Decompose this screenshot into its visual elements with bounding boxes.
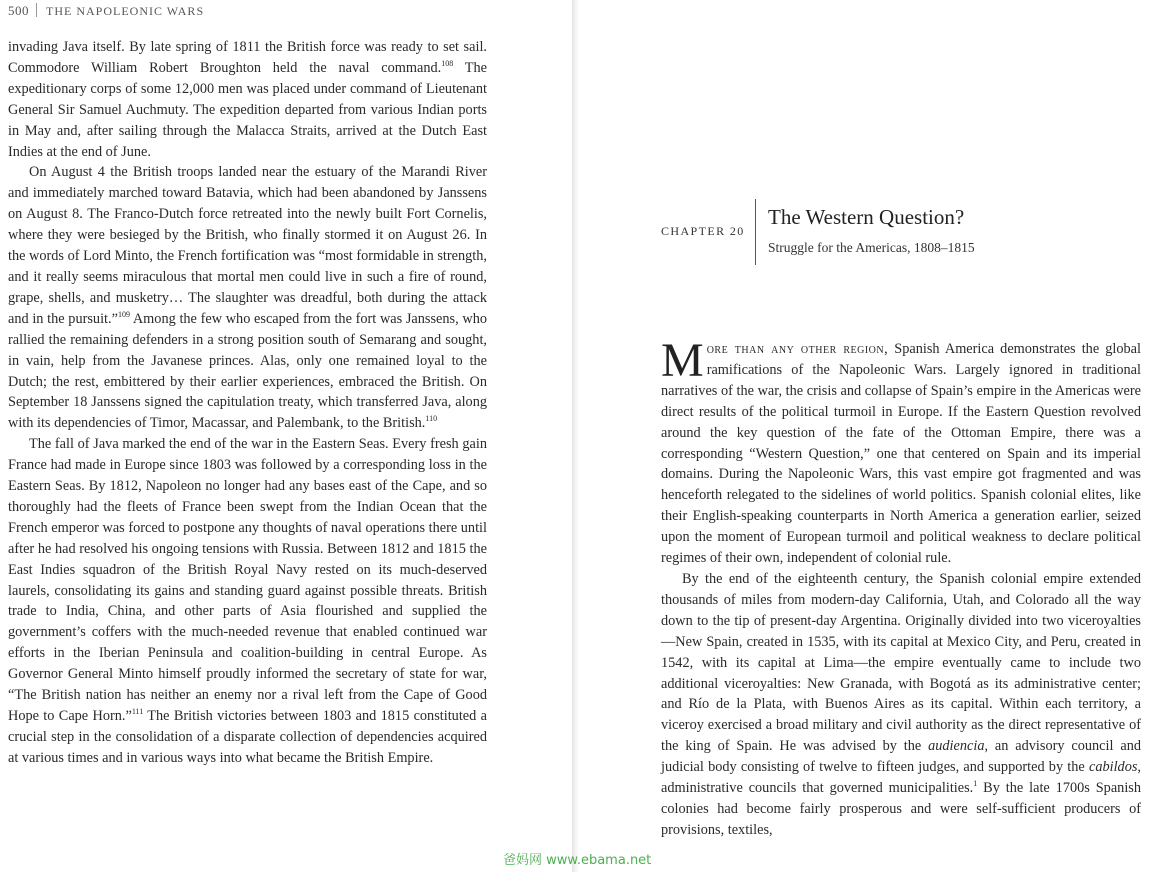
left-page (0, 0, 572, 872)
left-body-text (8, 37, 487, 769)
page-number: 500 (8, 3, 29, 18)
body-paragraph (661, 569, 1141, 841)
footnote-ref: 111 (131, 707, 144, 716)
italic-term: audiencia (928, 738, 985, 755)
right-body-text (661, 334, 1142, 841)
footnote-ref: 109 (117, 309, 130, 319)
footnote-ref: 110 (425, 414, 438, 424)
text-run: Spanish America demonstrates the global ramifications of the Napoleonic Wars. Largely ignored in traditional narratives of the war, the crisis and collapse of Spain’s empire in the Americas were direct results of the political turmoil in Europe. If the Eastern Question revolved around the key question of the fate of the Ottoman Empire, there was a corresponding “Western Question,” one that centered on Spain and its imperial domains. During the Napoleonic Wars, this vast empire got fragmented and was henceforth relegated to the sidelines of world politics. Spanish colonial elites, like their English-speaking counterparts in North America a generation earlier, seized upon the moment of European turmoil and political weakness to declare political regimes of their own, independent of colonial rule. (661, 341, 1141, 567)
lead-in-smallcaps: ore than any other region, (706, 341, 889, 357)
opening-paragraph-text (661, 334, 1141, 567)
text-run: The expeditionary corps of some 12,000 men was placed under command of Lieutenant General Sir Samuel Auchmuty. The expedition departed from various Indian ports in May and, after sailing through the Malacca Straits, arrived at the Dutch East Indies at the end of June. (8, 59, 487, 160)
text-run: Among the few who escaped from the fort was Janssens, who rallied the remaining defenders in a strong position south of Semarang and sought, in vain, help from the Javanese princes. Alas, only one remained loyal to the Dutch; the rest, embittered by their earlier experiences, embraced the British. On September 18 Janssens signed the capitulation treaty, which transferred Java, along with its dependencies of Timor, Macassar, and Palembank, to the British. (8, 310, 487, 432)
text-run: , administrative councils that governed municipalities. (661, 759, 1141, 797)
chapter-heading (661, 199, 1141, 265)
text-run: invading Java itself. By late spring of 1811 the British force was ready to set sail. Commodore William Robert Broughton held the naval command. (8, 39, 487, 76)
body-paragraph (8, 434, 487, 769)
chapter-label: CHAPTER 20 (661, 224, 745, 238)
text-run: On August 4 the British troops landed near the estuary of the Marandi River and immediately marched toward Batavia, which had been abandoned by Janssens on August 8. The Franco-Dutch force retreated into the newly built Fort Cornelis, where they were besieged by the British, who finally stormed it on August 26. In the words of Lord Minto, the French fortification was “most formidable in strength, and it really seems miraculous that mortal men could live in such a fire of round, grape, shells, and musketry… The slaughter was dreadful, both during the attack and in the pursuit.” (8, 164, 487, 327)
text-run: The British victories between 1803 and 1815 constituted a crucial step in the consolidation of a disparate collection of dependencies acquired at various times and in various ways into what became the British Empire. (8, 708, 487, 766)
body-paragraph (8, 162, 487, 434)
chapter-title: The Western Question? (768, 205, 965, 229)
text-run: , an advisory council and judicial body consisting of twelve to fifteen judges, and supported by the (661, 738, 1141, 776)
footnote-ref: 108 (441, 58, 454, 68)
watermark: 爸妈网 www.ebama.net (503, 853, 652, 868)
body-paragraph (8, 37, 487, 162)
opening-paragraph (661, 334, 1141, 569)
text-run: The fall of Java marked the end of the war in the Eastern Seas. Every fresh gain France had made in Europe since 1803 was followed by a corresponding loss in the Eastern Seas. By 1812, Napoleon no longer had any bases east of the Cape, and so thoroughly had the fleets of France been swept from the Indian Ocean that the French emperor was forced to postpone any thoughts of naval operations there until after he had resolved his ongoing tensions with Russia. Between 1812 and 1815 the East Indies squadron of the British Royal Navy rested on its much-deserved laurels, consolidating its gains and standing guard against possible threats. British trade to India, China, and other parts of Asia flourished and supplied the government’s coffers with the much-needed revenue that enabled continued war efforts in the Iberian Peninsula and coalition-building in central Europe. As Governor General Minto himself proudly informed the secretary of state for war, “The British nation has neither an enemy nor a rival left from the Cape of Good Hope to Cape Horn.” (8, 436, 487, 724)
italic-term: cabildos (1088, 759, 1138, 776)
drop-cap: M (661, 334, 704, 387)
right-page (578, 0, 1152, 872)
chapter-divider (755, 199, 756, 265)
running-head-divider (36, 3, 37, 17)
text-run: By the late 1700s Spanish colonies had become fairly prosperous and were self-sufficient producers of provisions, textiles, (661, 780, 1142, 838)
text-run: By the end of the eighteenth century, the Spanish colonial empire extended thousands of miles from modern-day California, Utah, and Colorado all the way down to the tip of present-day Argentina. Originally divided into two viceroyalties—New Spain, created in 1535, with its capital at Mexico City, and Peru, created in 1542, with its capital at Lima—the empire eventually came to include two additional viceroyalties: New Granada, with Bogotá as its administrative center; and Río de la Plata, with Buenos Aires as its capital. Within each territory, a viceroy exercised a broad military and civil authority as the direct representative of the king of Spain. He was advised by the (661, 570, 1141, 755)
footnote-ref: 1 (973, 779, 978, 789)
running-head-title: THE NAPOLEONIC WARS (46, 4, 205, 18)
chapter-subtitle: Struggle for the Americas, 1808–1815 (768, 240, 975, 255)
running-head (8, 3, 204, 19)
